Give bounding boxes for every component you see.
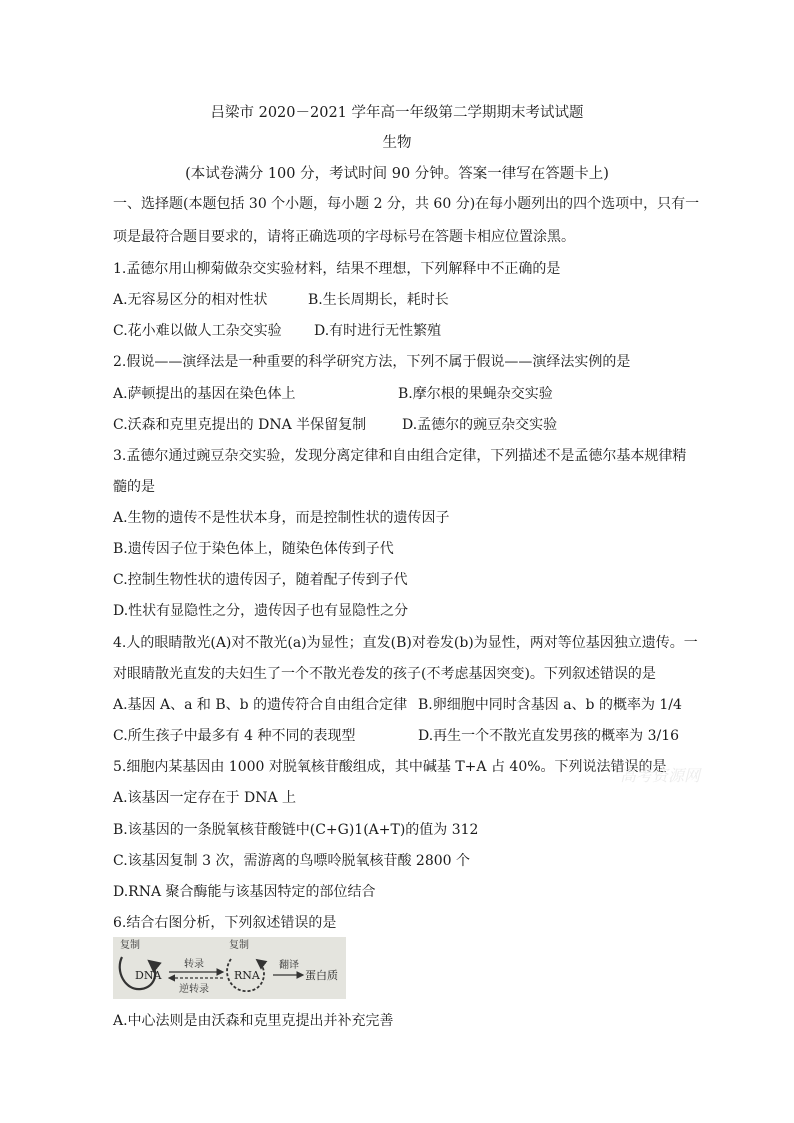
question-3-option-b: B.遗传因子位于染色体上，随染色体传到子代	[113, 541, 394, 557]
translation-label: 翻译	[279, 960, 299, 971]
dna-replication-label: 复制	[120, 940, 140, 951]
question-4-option-b: B.卵细胞中同时含基因 a、b 的概率为 1/4	[418, 697, 682, 713]
question-2-option-b: B.摩尔根的果蝇杂交实验	[398, 386, 553, 402]
question-1-option-c: C.花小难以做人工杂交实验	[113, 323, 282, 339]
question-5-option-a: A.该基因一定存在于 DNA 上	[113, 790, 297, 806]
question-1-stem: 1.孟德尔用山柳菊做杂交实验材料，结果不理想，下列解释中不正确的是	[113, 261, 561, 277]
question-3-stem-line2: 髓的是	[113, 479, 155, 495]
question-3-option-a: A.生物的遗传不是性状本身，而是控制性状的遗传因子	[113, 510, 450, 526]
reverse-transcription-label: 逆转录	[179, 984, 209, 995]
question-2-stem: 2.假说——演绎法是一种重要的科学研究方法，下列不属于假说——演绎法实例的是	[113, 354, 631, 370]
question-1-option-b: B.生长周期长，耗时长	[308, 292, 449, 308]
exam-title: 吕梁市 2020－2021 学年高一年级第二学期期末考试试题	[210, 105, 584, 121]
question-2-option-d: D.孟德尔的豌豆杂交实验	[402, 417, 558, 433]
protein-label: 蛋白质	[305, 969, 338, 982]
central-dogma-diagram	[113, 937, 346, 999]
question-2-option-a: A.萨顿提出的基因在染色体上	[113, 386, 296, 402]
subject-title: 生物	[382, 135, 412, 151]
question-3-option-c: C.控制生物性状的遗传因子，随着配子传到子代	[113, 572, 408, 588]
question-3-stem-line1: 3.孟德尔通过豌豆杂交实验，发现分离定律和自由组合定律，下列描述不是孟德尔基本规律精	[113, 448, 687, 464]
section-intro-line1: 一、选择题(本题包括 30 个小题，每小题 2 分，共 60 分)在每小题列出的四个选项中，只有一	[113, 196, 700, 212]
central-dogma-svg	[113, 937, 346, 999]
question-4-option-c: C.所生孩子中最多有 4 种不同的表现型	[113, 728, 356, 744]
transcription-label: 转录	[184, 959, 204, 970]
question-1-option-d: D.有时进行无性繁殖	[314, 323, 442, 339]
question-4-stem-line2: 对眼睛散光直发的夫妇生了一个不散光卷发的孩子(不考虑基因突变)。下列叙述错误的是	[113, 666, 656, 682]
question-6-stem: 6.结合右图分析，下列叙述错误的是	[113, 915, 337, 931]
dna-label: DNA	[135, 969, 162, 982]
question-4-option-d: D.再生一个不散光直发男孩的概率为 3/16	[418, 728, 680, 744]
section-intro-line2: 项是最符合题目要求的，请将正确选项的字母标号在答题卡相应位置涂黑。	[113, 229, 575, 245]
question-5-stem: 5.细胞内某基因由 1000 对脱氧核苷酸组成，其中碱基 T+A 占 40%。下列说法错误的是	[113, 759, 667, 775]
question-3-option-d: D.性状有显隐性之分，遗传因子也有显隐性之分	[113, 603, 409, 619]
question-5-option-b: B.该基因的一条脱氧核苷酸链中(C+G)1(A+T)的值为 312	[113, 822, 479, 838]
question-5-option-d: D.RNA 聚合酶能与该基因特定的部位结合	[113, 884, 376, 900]
question-6-option-a: A.中心法则是由沃森和克里克提出并补充完善	[113, 1013, 394, 1029]
watermark: 高考资源网	[620, 766, 701, 785]
exam-note: (本试卷满分 100 分，考试时间 90 分钟。答案一律写在答题卡上)	[185, 166, 609, 182]
question-2-option-c: C.沃森和克里克提出的 DNA 半保留复制	[113, 417, 367, 433]
rna-label: RNA	[234, 969, 260, 982]
rna-replication-label: 复制	[229, 940, 249, 951]
question-4-option-a: A.基因 A、a 和 B、b 的遗传符合自由组合定律	[113, 697, 408, 713]
question-1-option-a: A.无容易区分的相对性状	[113, 292, 268, 308]
question-5-option-c: C.该基因复制 3 次，需游离的鸟嘌呤脱氧核苷酸 2800 个	[113, 853, 470, 869]
question-4-stem-line1: 4.人的眼睛散光(A)对不散光(a)为显性；直发(B)对卷发(b)为显性，两对等位基因独立遗传。一	[113, 635, 698, 651]
